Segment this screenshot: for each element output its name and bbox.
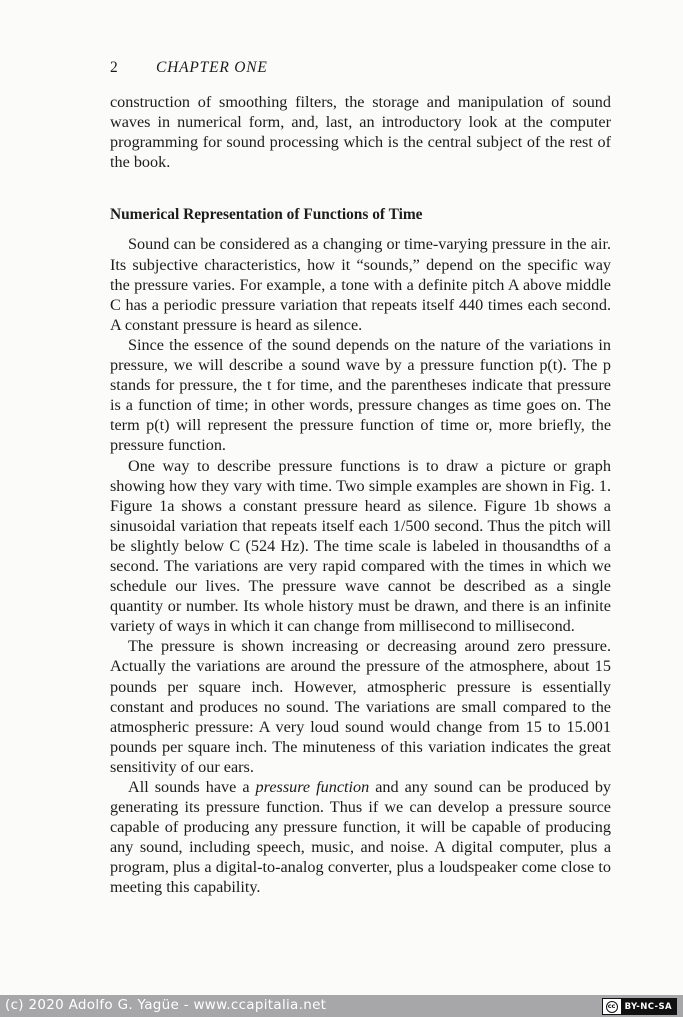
running-head — [110, 59, 268, 77]
creative-commons-icon — [603, 999, 621, 1014]
footer-bar — [0, 995, 683, 1017]
paragraph-text-start: All sounds have a — [128, 778, 256, 796]
emphasized-term: pressure function — [255, 778, 370, 796]
license-terms: BY-NC-SA — [621, 999, 676, 1014]
body-text — [110, 92, 611, 898]
paragraph-digital-generation — [110, 777, 611, 898]
page-number: 2 — [110, 59, 118, 76]
paragraph-atmospheric-pressure: The pressure is shown increasing or decreasing around zero pressure. Actually the variations are around the pressure of the atmosphere, about 15 pounds per square inch. However, atmospheric pressure is essentially constant and produces no sound. The variations are small compared to the atmospheric pressure: A very loud sound would change from 15 to 15.001 pounds per square inch. The minuteness of this variation indicates the great sensitivity of our ears. — [110, 637, 611, 776]
copyright-notice: (c) 2020 Adolfo G. Yagüe - www.ccapitalia.net — [5, 997, 327, 1013]
chapter-title: CHAPTER ONE — [156, 59, 268, 76]
paragraph-graph-description: One way to describe pressure functions is to draw a picture or graph showing how they vary with time. Two simple examples are shown in Fig. 1. Figure 1a shows a constant pressure heard as silence. Figure 1b shows a sinusoidal variation that repeats itself each 1/500 second. Thus the pitch will be slightly below C (524 Hz). The time scale is labeled in thousandths of a second. The variations are very rapid compared with the times in which we schedule our lives. The pressure wave cannot be described as a single quantity or number. Its whole history must be drawn, and there is an infinite variety of ways in which it can change from millisecond to millisecond. — [110, 456, 611, 636]
paragraph-pressure-function: Since the essence of the sound depends on the nature of the variations in pressure, we will describe a sound wave by a pressure function p(t). The p stands for pressure, the t for time, and the parentheses indicate that pressure is a function of time; in other words, pressure changes as time goes on. The term p(t) will represent the pressure function of time or, more briefly, the pressure function. — [110, 335, 611, 455]
license-badge — [602, 998, 677, 1015]
paragraph-text-end: and any sound can be produced by generating its pressure function. Thus if we can develop a pressure source capable of producing any pressure function, it will be capable of producing any sound, including speech, music, and noise. A digital computer, plus a program, plus a digital-to-analog converter, plus a loudspeaker come close to meeting this capability. — [110, 778, 612, 897]
intro-paragraph: construction of smoothing filters, the storage and manipulation of sound waves in numerical form, and, last, an introductory look at the computer programming for sound processing which is the central subject of the rest of the book. — [110, 93, 611, 172]
cc-logo-circle: cc — [606, 1001, 618, 1013]
paragraph-sound-pressure: Sound can be considered as a changing or time-varying pressure in the air. Its subjective characteristics, how it “sounds,” depend on the specific way the pressure varies. For example, a tone with a definite pitch A above middle C has a periodic pressure variation that repeats itself 440 times each second. A constant pressure is heard as silence. — [110, 235, 611, 334]
section-heading: Numerical Representation of Functions of Time — [110, 206, 423, 224]
